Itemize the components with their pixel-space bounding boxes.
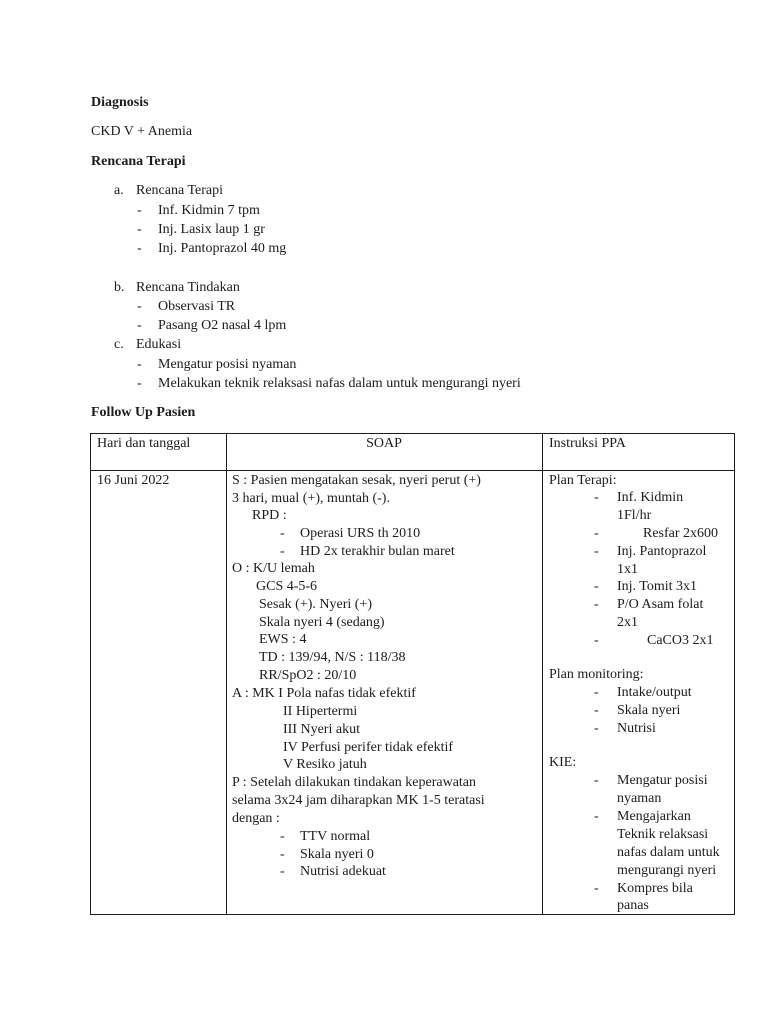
- list-item: Inj. Pantoprazol: [617, 544, 707, 559]
- plan-monitoring-label: Plan monitoring:: [549, 667, 644, 682]
- soap-subjective-cont: 3 hari, mual (+), muntah (-).: [232, 491, 390, 506]
- list-item: Resfar 2x600: [643, 526, 719, 541]
- soap-assessment-item: IV Perfusi perifer tidak efektif: [283, 740, 454, 755]
- rencana-a-title: Rencana Terapi: [136, 183, 223, 198]
- bullet-dash: -: [594, 633, 599, 648]
- soap-objective-item: TD : 139/94, N/S : 118/38: [259, 650, 406, 665]
- bullet-dash: -: [137, 222, 142, 237]
- soap-objective: O : K/U lemah: [232, 561, 315, 576]
- list-marker-c: c.: [114, 337, 124, 352]
- bullet-dash: -: [594, 685, 599, 700]
- list-item: HD 2x terakhir bulan maret: [300, 544, 455, 559]
- list-item-cont: panas: [617, 898, 649, 913]
- soap-assessment-item: III Nyeri akut: [283, 722, 360, 737]
- bullet-dash: -: [280, 864, 285, 879]
- bullet-dash: -: [280, 526, 285, 541]
- bullet-dash: -: [280, 847, 285, 862]
- list-item-cont: nyaman: [617, 791, 662, 806]
- list-item: P/O Asam folat: [617, 597, 704, 612]
- list-item: Melakukan teknik relaksasi nafas dalam untuk mengurangi nyeri: [158, 376, 521, 391]
- soap-assessment-item: II Hipertermi: [283, 704, 358, 719]
- list-item-cont: mengurangi nyeri: [617, 863, 717, 878]
- list-item: Nutrisi adekuat: [300, 864, 386, 879]
- list-marker-a: a.: [114, 183, 124, 198]
- bullet-dash: -: [280, 829, 285, 844]
- list-item-cont: nafas dalam untuk: [617, 845, 720, 860]
- list-item: Nutrisi: [617, 721, 656, 736]
- list-item: Inj. Lasix laup 1 gr: [158, 222, 265, 237]
- bullet-dash: -: [594, 597, 599, 612]
- list-item: Mengajarkan: [617, 809, 691, 824]
- rencana-terapi-heading: Rencana Terapi: [91, 154, 186, 169]
- table-border-left: [90, 433, 91, 915]
- diagnosis-heading: Diagnosis: [91, 95, 149, 110]
- list-item: Inj. Tomit 3x1: [617, 579, 698, 594]
- bullet-dash: -: [137, 299, 142, 314]
- soap-objective-item: RR/SpO2 : 20/10: [259, 668, 357, 683]
- list-item: Operasi URS th 2010: [300, 526, 421, 541]
- bullet-dash: -: [137, 357, 142, 372]
- list-item-cont: Teknik relaksasi: [617, 827, 709, 842]
- list-item: Skala nyeri: [617, 703, 681, 718]
- list-item: Pasang O2 nasal 4 lpm: [158, 318, 287, 333]
- rencana-c-title: Edukasi: [136, 337, 182, 352]
- table-column-divider: [226, 433, 227, 915]
- list-item: Mengatur posisi nyaman: [158, 357, 297, 372]
- soap-objective-item: Sesak (+). Nyeri (+): [259, 597, 372, 612]
- bullet-dash: -: [594, 773, 599, 788]
- bullet-dash: -: [594, 809, 599, 824]
- list-item: TTV normal: [300, 829, 371, 844]
- bullet-dash: -: [137, 203, 142, 218]
- followup-heading: Follow Up Pasien: [91, 405, 196, 420]
- list-item-cont: 2x1: [617, 615, 638, 630]
- list-item: Observasi TR: [158, 299, 236, 314]
- list-item: Mengatur posisi: [617, 773, 708, 788]
- rencana-b-title: Rencana Tindakan: [136, 280, 240, 295]
- soap-assessment-item: V Resiko jatuh: [283, 757, 367, 772]
- soap-objective-item: EWS : 4: [259, 632, 307, 647]
- list-item-cont: 1Fl/hr: [617, 508, 652, 523]
- soap-plan-cont: selama 3x24 jam diharapkan MK 1-5 teratasi: [232, 793, 485, 808]
- kie-label: KIE:: [549, 755, 577, 770]
- table-header-soap: SOAP: [366, 436, 402, 451]
- soap-plan-cont: dengan :: [232, 811, 280, 826]
- soap-objective-item: GCS 4-5-6: [256, 579, 318, 594]
- soap-rpd-label: RPD :: [252, 508, 287, 523]
- soap-objective-item: Skala nyeri 4 (sedang): [259, 615, 385, 630]
- bullet-dash: -: [137, 318, 142, 333]
- list-item: Kompres bila: [617, 881, 693, 896]
- table-column-divider: [542, 433, 543, 915]
- soap-assessment: A : MK I Pola nafas tidak efektif: [232, 686, 416, 701]
- list-item: Skala nyeri 0: [300, 847, 374, 862]
- bullet-dash: -: [594, 721, 599, 736]
- list-item-cont: 1x1: [617, 562, 638, 577]
- list-item: Inf. Kidmin: [617, 490, 684, 505]
- bullet-dash: -: [137, 376, 142, 391]
- bullet-dash: -: [594, 490, 599, 505]
- list-marker-b: b.: [114, 280, 125, 295]
- bullet-dash: -: [280, 544, 285, 559]
- bullet-dash: -: [137, 241, 142, 256]
- list-item: Inf. Kidmin 7 tpm: [158, 203, 260, 218]
- list-item: Inj. Pantoprazol 40 mg: [158, 241, 287, 256]
- table-header-ppa: Instruksi PPA: [549, 436, 626, 451]
- table-header-divider: [90, 470, 735, 471]
- soap-subjective: S : Pasien mengatakan sesak, nyeri perut (+): [232, 473, 481, 488]
- bullet-dash: -: [594, 526, 599, 541]
- table-header-date: Hari dan tanggal: [97, 436, 191, 451]
- diagnosis-text: CKD V + Anemia: [91, 124, 193, 139]
- bullet-dash: -: [594, 703, 599, 718]
- soap-plan: P : Setelah dilakukan tindakan keperawatan: [232, 775, 477, 790]
- list-item: CaCO3 2x1: [647, 633, 714, 648]
- table-border-right: [734, 433, 735, 915]
- bullet-dash: -: [594, 881, 599, 896]
- table-cell-date: 16 Juni 2022: [97, 473, 170, 488]
- bullet-dash: -: [594, 579, 599, 594]
- bullet-dash: -: [594, 544, 599, 559]
- plan-terapi-label: Plan Terapi:: [549, 473, 617, 488]
- list-item: Intake/output: [617, 685, 692, 700]
- table-border-top: [90, 433, 735, 434]
